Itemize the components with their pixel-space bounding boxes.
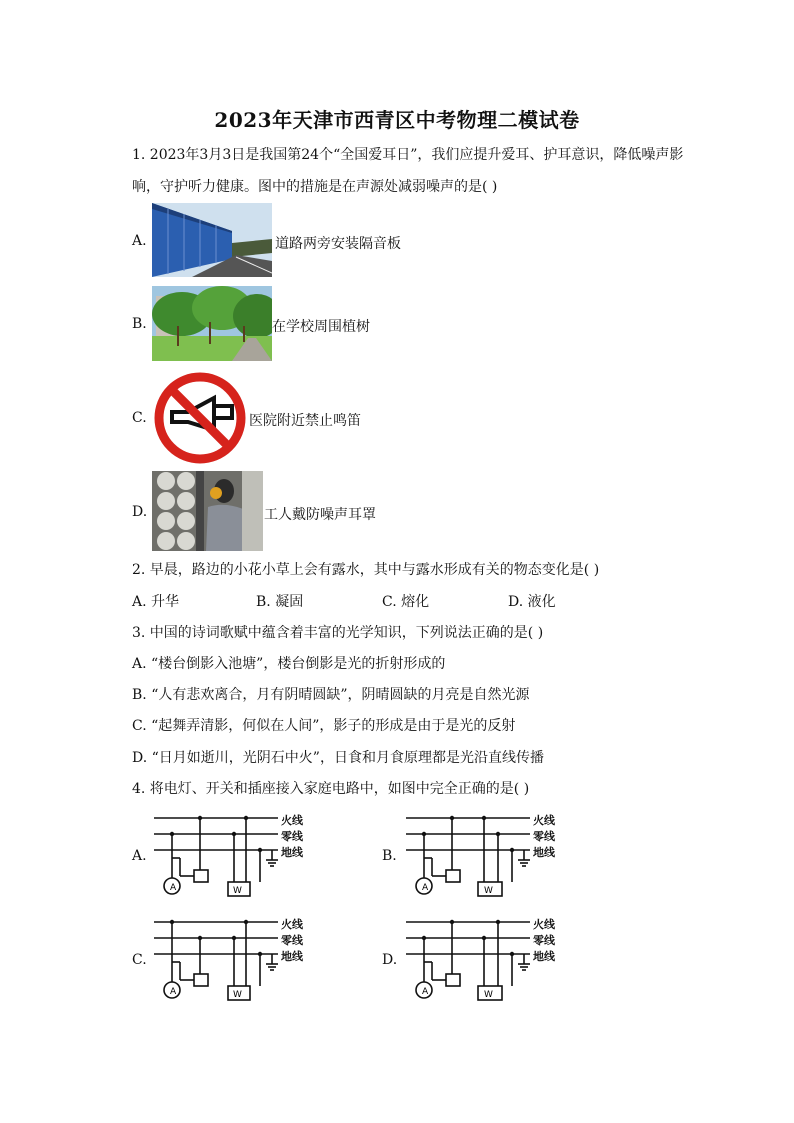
no-horn-sign-icon: [152, 372, 248, 464]
q2-option-d[interactable]: D. 液化: [508, 594, 556, 610]
svg-text:W: W: [484, 886, 493, 896]
q3-option-c[interactable]: C. “起舞弄清影，何似在人间”，影子的形成是由于是光的反射: [132, 718, 516, 734]
q1-option-a-text: 道路两旁安装隔音板: [275, 236, 401, 252]
q1-option-d-label[interactable]: D.: [132, 504, 148, 520]
q3-option-d[interactable]: D. “日月如逝川，光阴石中火”，日食和月食原理都是光沿直线传播: [132, 750, 544, 766]
svg-text:A: A: [422, 883, 429, 893]
q1-option-b-text: 在学校周围植树: [272, 319, 370, 335]
q1-stem-line2: 响，守护听力健康。图中的措施是在声源处减弱噪声的是( ): [132, 179, 498, 195]
q1-option-d-text: 工人戴防噪声耳罩: [264, 507, 376, 523]
svg-text:A: A: [422, 987, 429, 997]
q4-option-a-label[interactable]: A.: [132, 848, 147, 864]
q4-option-b-label[interactable]: B.: [382, 848, 397, 864]
worker-earmuffs-image: [152, 471, 263, 551]
q2-option-b[interactable]: B. 凝固: [256, 594, 304, 610]
svg-text:W: W: [233, 990, 242, 1000]
trees-image: [152, 286, 272, 361]
q2-stem: 2. 早晨，路边的小花小草上会有露水，其中与露水形成有关的物态变化是( ): [132, 562, 600, 578]
svg-text:A: A: [170, 883, 177, 893]
q2-option-a[interactable]: A. 升华: [132, 594, 180, 610]
q3-option-b[interactable]: B. “人有悲欢离合，月有阴晴圆缺”，阴晴圆缺的月亮是自然光源: [132, 687, 530, 703]
q1-stem-line1: 1. 2023年3月3日是我国第24个“全国爱耳日”，我们应提升爱耳、护耳意识，降低噪声影: [132, 147, 684, 163]
q1-option-c-text: 医院附近禁止鸣笛: [249, 413, 361, 429]
q4-option-d-label[interactable]: D.: [382, 952, 398, 968]
q1-option-c-label[interactable]: C.: [132, 410, 147, 426]
q3-stem: 3. 中国的诗词歌赋中蕴含着丰富的光学知识，下列说法正确的是( ): [132, 625, 544, 641]
svg-text:W: W: [233, 886, 242, 896]
page-title: 2023年天津市西青区中考物理二模试卷: [214, 108, 580, 132]
circuit-a-wire-labels: 火线 零线 地线: [281, 814, 303, 859]
svg-text:A: A: [170, 987, 177, 997]
circuit-c-wire-labels: 火线 零线 地线: [281, 918, 303, 963]
svg-text:W: W: [484, 990, 493, 1000]
q3-option-a[interactable]: A. “楼台倒影入池塘”，楼台倒影是光的折射形成的: [132, 656, 446, 672]
circuit-b-wire-labels: 火线 零线 地线: [533, 814, 555, 859]
q1-option-b-label[interactable]: B.: [132, 316, 147, 332]
q4-option-c-label[interactable]: C.: [132, 952, 147, 968]
q2-option-c[interactable]: C. 熔化: [382, 594, 430, 610]
circuit-d-wire-labels: 火线 零线 地线: [533, 918, 555, 963]
q1-option-a-label[interactable]: A.: [132, 233, 147, 249]
q4-stem: 4. 将电灯、开关和插座接入家庭电路中，如图中完全正确的是( ): [132, 781, 530, 797]
sound-barrier-image: [152, 203, 272, 277]
